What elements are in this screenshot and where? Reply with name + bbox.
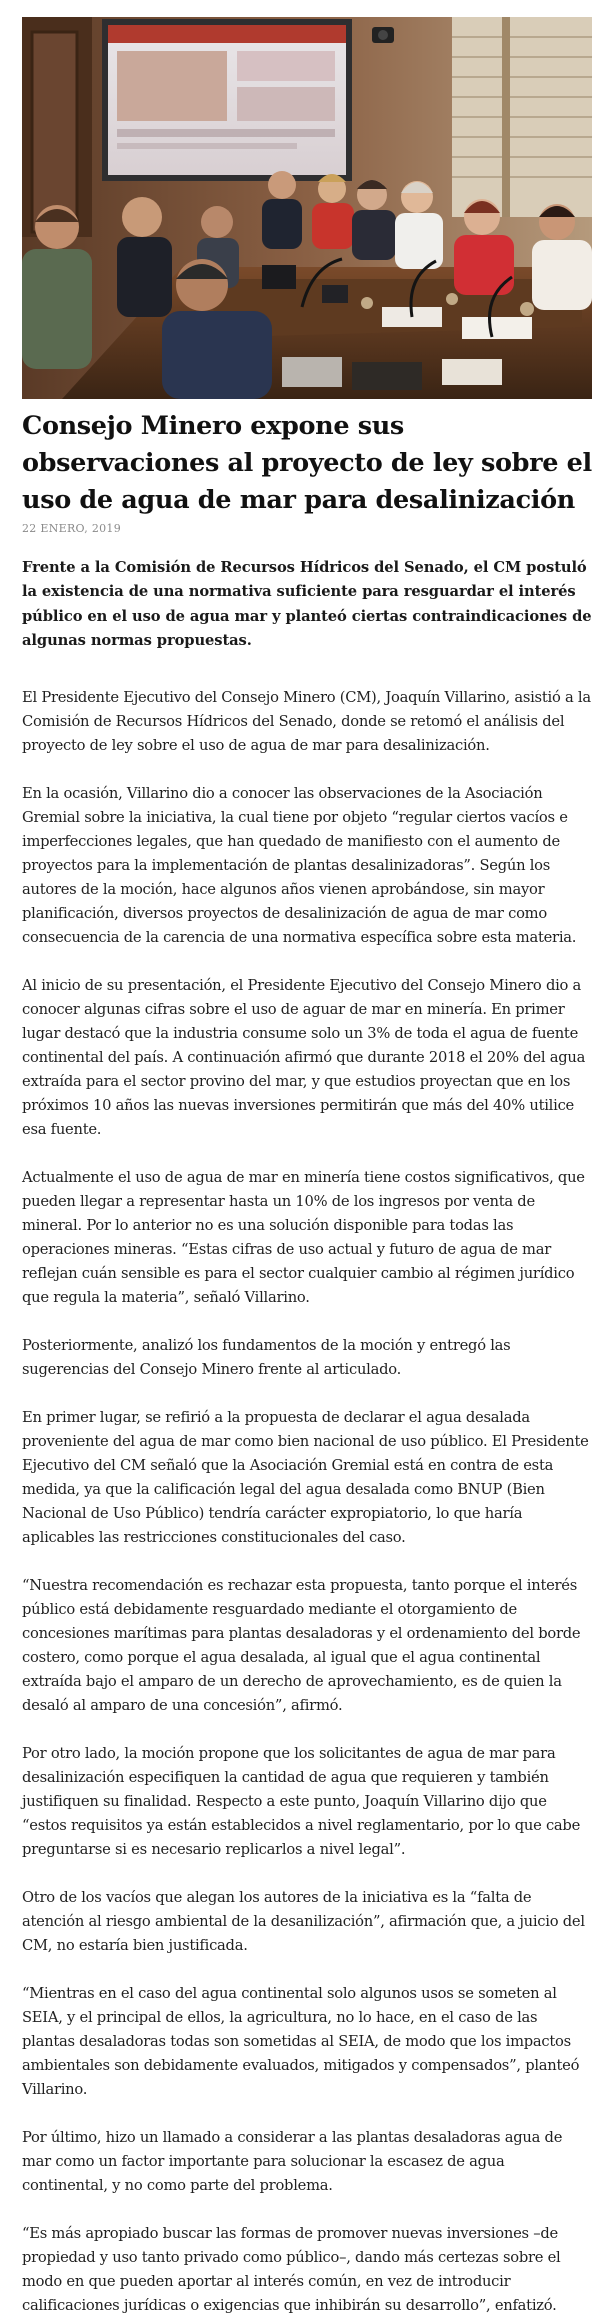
article-lead: Frente a la Comisión de Recursos Hídricos del Senado, el CM postuló la existencia de una normativa suficiente para resguardar el interés público en el uso de agua mar y planteó ciertas contraindicaciones de algunas normas propuestas. xyxy=(22,559,592,649)
meeting-photo-illustration xyxy=(22,17,592,399)
article-title: Consejo Minero expone sus observaciones al proyecto de ley sobre el uso de agua de mar para desalinización xyxy=(22,411,592,515)
article-date: 22 ENERO, 2019 xyxy=(22,522,122,535)
article-paragraph: Posteriormente, analizó los fundamentos de la moción y entregó las sugerencias del Consejo Minero frente al articulado. xyxy=(22,1337,511,1379)
article-paragraph: “Es más apropiado buscar las formas de promover nuevas inversiones –de propiedad y uso tanto privado como público–, dando más certezas sobre el modo en que pueden aportar al interés común, en vez de introducir calificaciones jurídicas o exigencias que inhibirán su desarrollo”, enfatizó. xyxy=(22,2225,561,2315)
article-paragraph: “Mientras en el caso del agua continental solo algunos usos se someten al SEIA, y el principal de ellos, la agricultura, no lo hace, en el caso de las plantas desaladoras todas son sometidas al SEIA, de modo que los impactos ambientales son debidamente evaluados, mitigados y compensados”, planteó Villarino. xyxy=(22,1985,580,2099)
article-paragraph: En la ocasión, Villarino dio a conocer las observaciones de la Asociación Gremial sobre la iniciativa, la cual tiene por objeto “regular ciertos vacíos e imperfecciones legales, que han quedado de manifiesto con el aumento de proyectos para la implementación de plantas desalinizadoras”. Según los autores de la moción, hace algunos años vienen aprobándose, sin mayor planificación, diversos proyectos de desalinización de agua de mar como consecuencia de la carencia de una normativa específica sobre esta materia. xyxy=(22,785,577,947)
article-paragraph: En primer lugar, se refirió a la propuesta de declarar el agua desalada proveniente del agua de mar como bien nacional de uso público. El Presidente Ejecutivo del CM señaló que la Asociación Gremial está en contra de esta medida, ya que la calificación legal del agua desalada como BNUP (Bien Nacional de Uso Público) tendría carácter expropiatorio, lo que haría aplicables las restricciones constitucionales del caso. xyxy=(22,1409,589,1547)
article-paragraph: Por último, hizo un llamado a considerar a las plantas desaladoras agua de mar como un factor importante para solucionar la escasez de agua continental, y no como parte del problema. xyxy=(22,2129,563,2195)
article xyxy=(22,408,592,2318)
article-paragraph: Al inicio de su presentación, el Presidente Ejecutivo del Consejo Minero dio a conocer algunas cifras sobre el uso de aguar de mar en minería. En primer lugar destacó que la industria consume solo un 3% de toda el agua de fuente continental del país. A continuación afirmó que durante 2018 el 20% del agua extraída para el sector provino del mar, y que estudios proyectan que en los próximos 10 años las nuevas inversiones permitirán que más del 40% utilice esa fuente. xyxy=(22,977,586,1139)
article-paragraph: “Nuestra recomendación es rechazar esta propuesta, tanto porque el interés público está debidamente resguardado mediante el otorgamiento de concesiones marítimas para plantas desaladoras y el ordenamiento del borde costero, como porque el agua desalada, al igual que el agua continental extraída bajo el amparo de un derecho de aprovechamiento, es de quien la desaló al amparo de una concesión”, afirmó. xyxy=(22,1577,581,1715)
article-photo xyxy=(22,17,592,399)
article-paragraph: Otro de los vacíos que alegan los autores de la iniciativa es la “falta de atención al riesgo ambiental de la desanilización”, afirmación que, a juicio del CM, no estaría bien justificada. xyxy=(22,1889,585,1955)
article-paragraph: Actualmente el uso de agua de mar en minería tiene costos significativos, que pueden llegar a representar hasta un 10% de los ingresos por venta de mineral. Por lo anterior no es una solución disponible para todas las operaciones mineras. “Estas cifras de uso actual y futuro de agua de mar reflejan cuán sensible es para el sector cualquier cambio al régimen jurídico que regula la materia”, señaló Villarino. xyxy=(22,1169,585,1307)
article-paragraph: El Presidente Ejecutivo del Consejo Minero (CM), Joaquín Villarino, asistió a la Comisión de Recursos Hídricos del Senado, donde se retomó el análisis del proyecto de ley sobre el uso de agua de mar para desalinización. xyxy=(22,689,591,755)
article-paragraph: Por otro lado, la moción propone que los solicitantes de agua de mar para desalinización especifiquen la cantidad de agua que requieren y también justifiquen su finalidad. Respecto a este punto, Joaquín Villarino dijo que “estos requisitos ya están establecidos a nivel reglamentario, por lo que cabe preguntarse si es necesario replicarlos a nivel legal”. xyxy=(22,1745,581,1859)
